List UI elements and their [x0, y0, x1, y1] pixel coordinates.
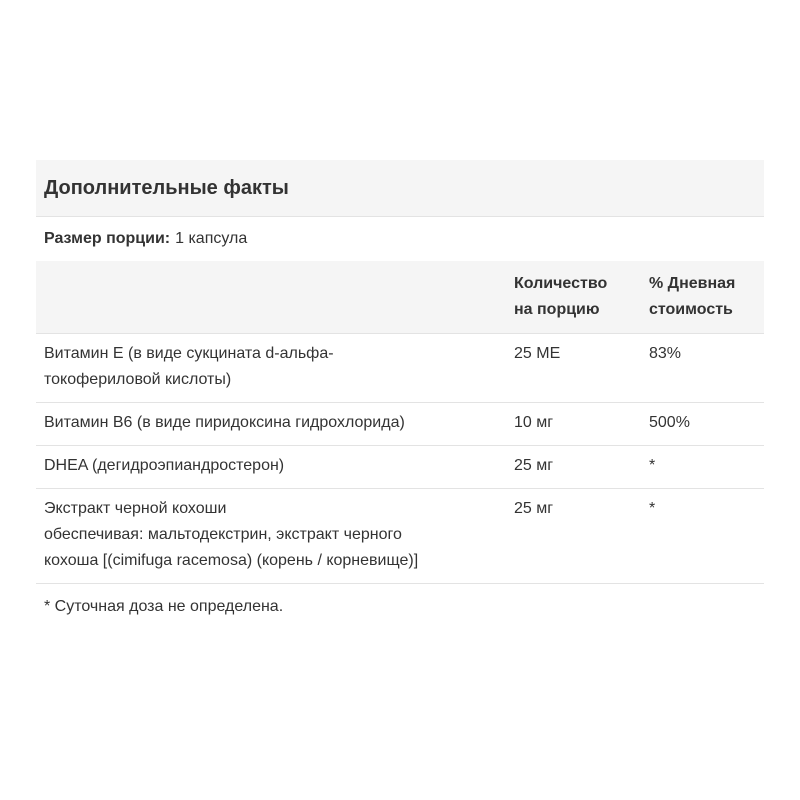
ingredient-amount: 25 МЕ	[506, 334, 641, 403]
ingredient-amount: 25 мг	[506, 489, 641, 584]
header-dv-line1: % Дневная	[649, 275, 736, 292]
ingredient-name	[36, 334, 506, 403]
ingredient-name-line: Витамин E (в виде сукцината d-альфа-	[44, 345, 334, 362]
serving-size-label: Размер порции:	[44, 230, 171, 247]
ingredient-dv: *	[641, 489, 764, 584]
table-row	[36, 489, 764, 584]
ingredient-name-line: обеспечивая: мальтодекстрин, экстракт черного	[44, 526, 402, 543]
ingredient-name	[36, 403, 506, 446]
header-amount-line2: на порцию	[514, 301, 600, 318]
ingredient-amount: 10 мг	[506, 403, 641, 446]
facts-table	[36, 261, 764, 584]
ingredient-dv: 500%	[641, 403, 764, 446]
header-amount-line1: Количество	[514, 275, 608, 292]
ingredient-name-line: DHEA (дегидроэпиандростерон)	[44, 457, 285, 474]
supplement-facts-panel	[36, 160, 764, 620]
table-row	[36, 403, 764, 446]
ingredient-name	[36, 446, 506, 489]
table-row	[36, 334, 764, 403]
header-amount	[506, 261, 641, 334]
serving-size-value: 1 капсула	[175, 230, 248, 247]
header-daily-value	[641, 261, 764, 334]
daily-value-footnote: * Суточная доза не определена.	[44, 598, 284, 615]
ingredient-amount: 25 мг	[506, 446, 641, 489]
panel-title: Дополнительные факты	[36, 160, 764, 217]
ingredient-dv: 83%	[641, 334, 764, 403]
header-ingredient	[36, 261, 506, 334]
ingredient-name-line: токофериловой кислоты)	[44, 371, 232, 388]
serving-size	[36, 217, 764, 261]
ingredient-name-line: Витамин B6 (в виде пиридоксина гидрохлорида)	[44, 414, 405, 431]
ingredient-name-line: Экстракт черной кохоши	[44, 500, 227, 517]
table-header-row	[36, 261, 764, 334]
ingredient-name	[36, 489, 506, 584]
header-dv-line2: стоимость	[649, 301, 733, 318]
ingredient-dv: *	[641, 446, 764, 489]
table-row	[36, 446, 764, 489]
ingredient-name-line: кохоша [(cimifuga racemosa) (корень / корневище)]	[44, 552, 419, 569]
